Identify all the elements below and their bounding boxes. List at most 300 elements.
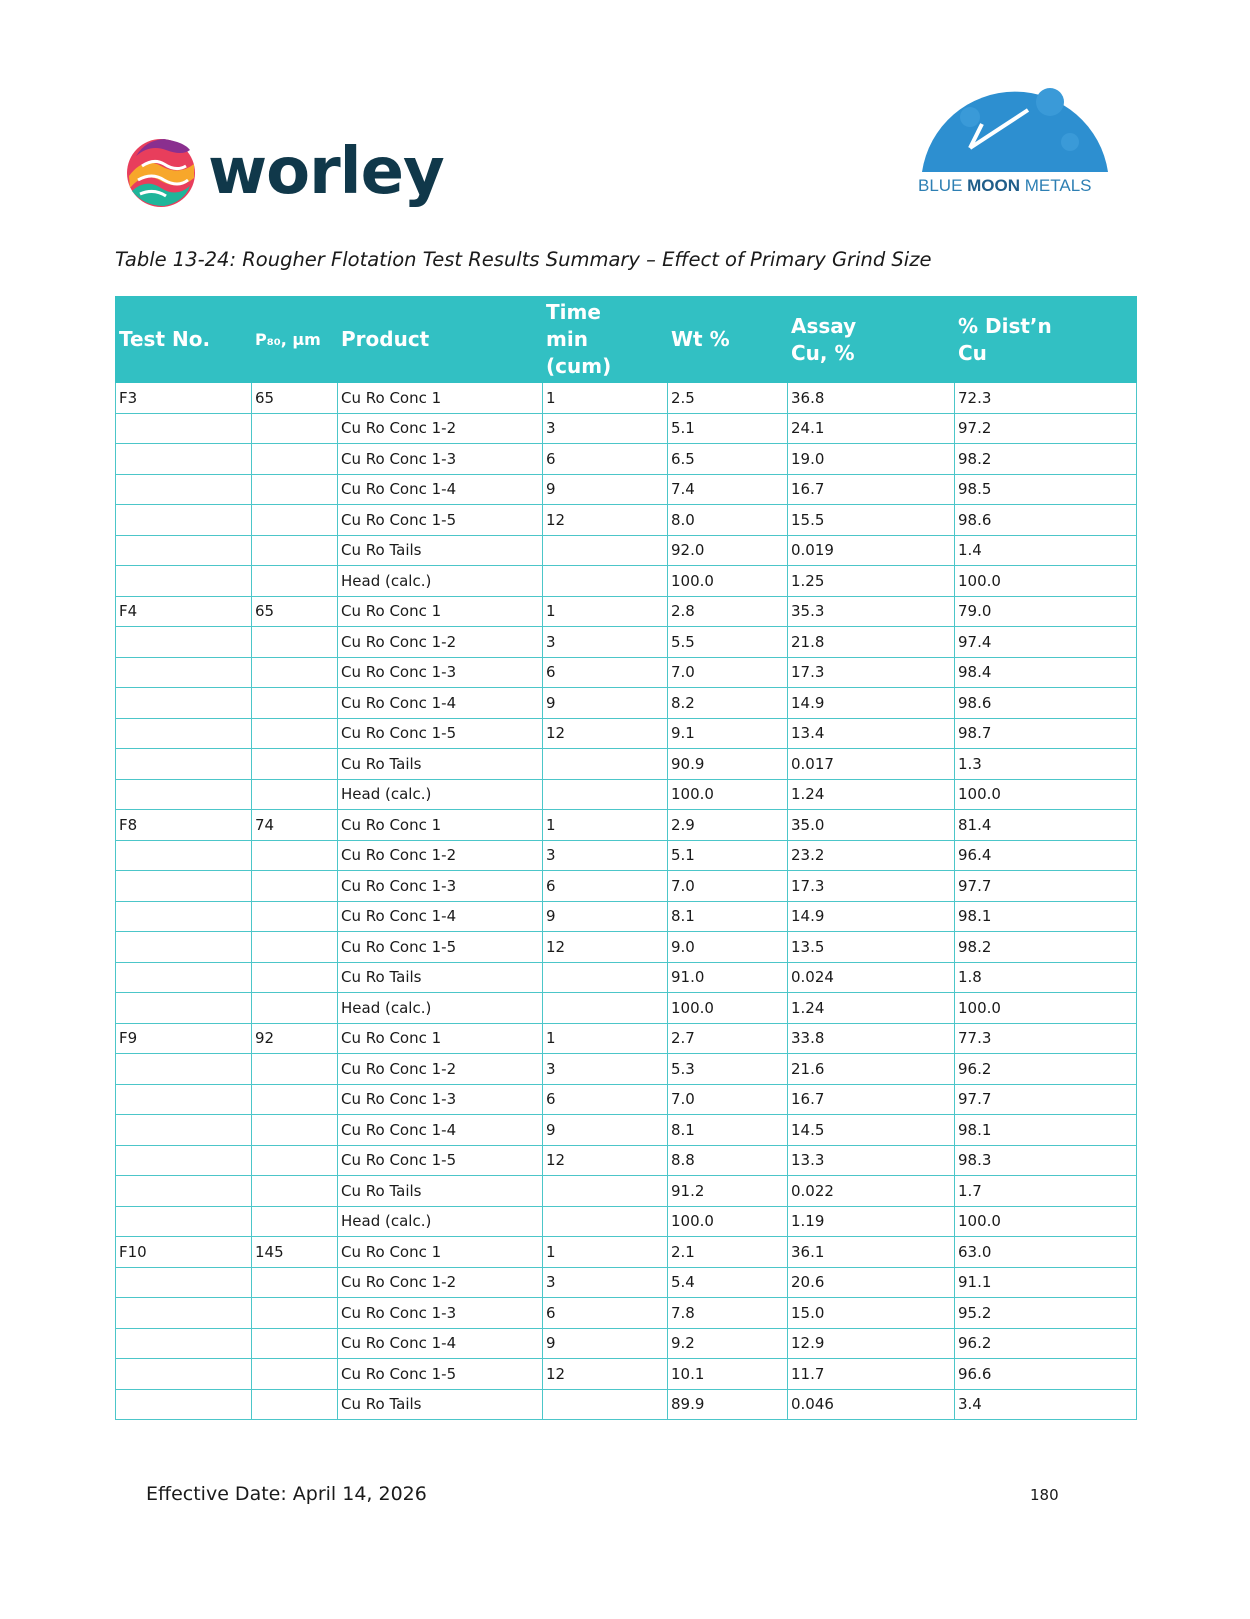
cell-wt: 91.2 (668, 1176, 788, 1207)
cell-dist-cu: 98.1 (955, 1115, 1137, 1146)
cell-product: Cu Ro Conc 1-4 (338, 688, 543, 719)
cell-product: Cu Ro Conc 1 (338, 1023, 543, 1054)
cell-test-no (116, 1084, 252, 1115)
table-row (116, 596, 1137, 627)
cell-wt: 5.1 (668, 413, 788, 444)
cell-wt: 9.1 (668, 718, 788, 749)
header-assay (788, 297, 955, 383)
cell-wt: 91.0 (668, 962, 788, 993)
table-row (116, 1237, 1137, 1268)
cell-product: Cu Ro Conc 1-5 (338, 1359, 543, 1390)
cell-dist-cu: 98.4 (955, 657, 1137, 688)
cell-time: 3 (543, 1267, 668, 1298)
cell-assay-cu: 36.8 (788, 383, 955, 414)
cell-p80 (252, 871, 338, 902)
table-row (116, 688, 1137, 719)
cell-p80 (252, 749, 338, 780)
cell-p80 (252, 1359, 338, 1390)
header-dist (955, 297, 1137, 383)
header-assay-line1: Assay (791, 313, 857, 338)
cell-assay-cu: 0.046 (788, 1389, 955, 1420)
table-row (116, 993, 1137, 1024)
cell-time (543, 993, 668, 1024)
table-row (116, 840, 1137, 871)
worley-logo (124, 132, 444, 218)
table-row (116, 810, 1137, 841)
cell-p80 (252, 1328, 338, 1359)
cell-dist-cu: 91.1 (955, 1267, 1137, 1298)
cell-assay-cu: 15.5 (788, 505, 955, 536)
cell-time: 6 (543, 1298, 668, 1329)
cell-wt: 2.8 (668, 596, 788, 627)
cell-p80 (252, 627, 338, 658)
cell-assay-cu: 33.8 (788, 1023, 955, 1054)
header-dist-line1: % Dist’n (958, 313, 1052, 338)
cell-test-no: F4 (116, 596, 252, 627)
cell-test-no (116, 505, 252, 536)
table-row (116, 749, 1137, 780)
cell-dist-cu: 98.7 (955, 718, 1137, 749)
cell-wt: 10.1 (668, 1359, 788, 1390)
cell-time: 1 (543, 810, 668, 841)
cell-test-no (116, 840, 252, 871)
cell-test-no (116, 718, 252, 749)
cell-wt: 6.5 (668, 444, 788, 475)
header-time-line2: min (546, 327, 588, 351)
cell-time (543, 535, 668, 566)
cell-wt: 89.9 (668, 1389, 788, 1420)
cell-assay-cu: 19.0 (788, 444, 955, 475)
cell-dist-cu: 100.0 (955, 1206, 1137, 1237)
cell-assay-cu: 16.7 (788, 474, 955, 505)
worley-wordmark: worley (208, 135, 444, 209)
cell-p80 (252, 535, 338, 566)
cell-wt: 2.7 (668, 1023, 788, 1054)
cell-wt: 8.0 (668, 505, 788, 536)
cell-test-no (116, 1328, 252, 1359)
cell-wt: 100.0 (668, 1206, 788, 1237)
cell-time: 1 (543, 1237, 668, 1268)
cell-assay-cu: 0.024 (788, 962, 955, 993)
table-row (116, 1145, 1137, 1176)
cell-product: Head (calc.) (338, 993, 543, 1024)
cell-time: 3 (543, 627, 668, 658)
cell-product: Cu Ro Conc 1-2 (338, 413, 543, 444)
cell-p80: 65 (252, 596, 338, 627)
cell-assay-cu: 0.019 (788, 535, 955, 566)
cell-time (543, 566, 668, 597)
cell-test-no (116, 413, 252, 444)
cell-wt: 2.1 (668, 1237, 788, 1268)
cell-dist-cu: 79.0 (955, 596, 1137, 627)
table-row (116, 627, 1137, 658)
table-row (116, 1267, 1137, 1298)
cell-product: Cu Ro Conc 1-5 (338, 1145, 543, 1176)
page-number: 180 (1030, 1486, 1059, 1504)
cell-p80: 145 (252, 1237, 338, 1268)
cell-wt: 7.0 (668, 657, 788, 688)
cell-dist-cu: 100.0 (955, 566, 1137, 597)
cell-assay-cu: 21.8 (788, 627, 955, 658)
cell-test-no (116, 444, 252, 475)
cell-test-no (116, 627, 252, 658)
table-row (116, 1206, 1137, 1237)
cell-test-no (116, 1206, 252, 1237)
cell-wt: 100.0 (668, 779, 788, 810)
table-row (116, 1359, 1137, 1390)
table-row (116, 444, 1137, 475)
cell-p80 (252, 993, 338, 1024)
cell-wt: 8.1 (668, 1115, 788, 1146)
cell-dist-cu: 3.4 (955, 1389, 1137, 1420)
cell-product: Cu Ro Conc 1 (338, 810, 543, 841)
header-dist-line2: Cu (958, 340, 987, 365)
cell-product: Cu Ro Conc 1 (338, 596, 543, 627)
cell-p80 (252, 1389, 338, 1420)
cell-assay-cu: 17.3 (788, 657, 955, 688)
cell-dist-cu: 98.1 (955, 901, 1137, 932)
cell-time (543, 749, 668, 780)
cell-test-no (116, 1176, 252, 1207)
cell-assay-cu: 36.1 (788, 1237, 955, 1268)
cell-assay-cu: 1.25 (788, 566, 955, 597)
cell-p80 (252, 1115, 338, 1146)
cell-product: Cu Ro Tails (338, 535, 543, 566)
cell-p80 (252, 505, 338, 536)
cell-test-no (116, 535, 252, 566)
cell-wt: 7.8 (668, 1298, 788, 1329)
header-product: Product (338, 297, 543, 383)
cell-time: 12 (543, 932, 668, 963)
cell-product: Cu Ro Conc 1-3 (338, 1298, 543, 1329)
cell-product: Cu Ro Tails (338, 749, 543, 780)
cell-time: 6 (543, 871, 668, 902)
cell-wt: 8.2 (668, 688, 788, 719)
table-row (116, 1115, 1137, 1146)
cell-assay-cu: 11.7 (788, 1359, 955, 1390)
cell-dist-cu: 1.3 (955, 749, 1137, 780)
cell-dist-cu: 72.3 (955, 383, 1137, 414)
cell-time: 1 (543, 1023, 668, 1054)
blue-moon-metals-wordmark (918, 176, 1092, 196)
cell-time: 3 (543, 1054, 668, 1085)
cell-product: Head (calc.) (338, 779, 543, 810)
cell-wt: 5.1 (668, 840, 788, 871)
cell-p80 (252, 413, 338, 444)
cell-dist-cu: 77.3 (955, 1023, 1137, 1054)
results-table (115, 296, 1137, 1420)
cell-dist-cu: 63.0 (955, 1237, 1137, 1268)
cell-time: 12 (543, 1359, 668, 1390)
cell-test-no (116, 474, 252, 505)
cell-p80 (252, 688, 338, 719)
cell-assay-cu: 21.6 (788, 1054, 955, 1085)
cell-dist-cu: 97.2 (955, 413, 1137, 444)
cell-wt: 5.3 (668, 1054, 788, 1085)
table-row (116, 779, 1137, 810)
cell-time (543, 1206, 668, 1237)
cell-time: 3 (543, 840, 668, 871)
cell-dist-cu: 1.4 (955, 535, 1137, 566)
table-row (116, 718, 1137, 749)
cell-dist-cu: 81.4 (955, 810, 1137, 841)
cell-wt: 5.5 (668, 627, 788, 658)
cell-time: 9 (543, 1328, 668, 1359)
header-time-line1: Time (546, 300, 601, 324)
cell-assay-cu: 1.19 (788, 1206, 955, 1237)
header-wt: Wt % (668, 297, 788, 383)
cell-dist-cu: 97.4 (955, 627, 1137, 658)
cell-assay-cu: 17.3 (788, 871, 955, 902)
cell-p80 (252, 1267, 338, 1298)
header-test-no: Test No. (116, 297, 252, 383)
cell-p80 (252, 1084, 338, 1115)
cell-p80 (252, 1206, 338, 1237)
cell-time: 12 (543, 1145, 668, 1176)
cell-test-no (116, 1298, 252, 1329)
cell-p80 (252, 444, 338, 475)
cell-p80: 65 (252, 383, 338, 414)
cell-p80 (252, 1054, 338, 1085)
cell-wt: 100.0 (668, 566, 788, 597)
cell-p80 (252, 901, 338, 932)
cell-assay-cu: 20.6 (788, 1267, 955, 1298)
table-body (116, 383, 1137, 1420)
worley-swirl-icon (124, 136, 198, 210)
table-row (116, 474, 1137, 505)
cell-test-no (116, 1115, 252, 1146)
cell-product: Cu Ro Conc 1-5 (338, 505, 543, 536)
cell-time: 1 (543, 596, 668, 627)
cell-test-no (116, 1359, 252, 1390)
cell-wt: 8.1 (668, 901, 788, 932)
blue-moon-metals-logo (910, 72, 1120, 212)
cell-dist-cu: 98.2 (955, 932, 1137, 963)
cell-test-no (116, 901, 252, 932)
table-row (116, 505, 1137, 536)
table-row (116, 871, 1137, 902)
cell-dist-cu: 97.7 (955, 1084, 1137, 1115)
table-row (116, 1389, 1137, 1420)
cell-wt: 9.2 (668, 1328, 788, 1359)
cell-test-no (116, 1054, 252, 1085)
table-row (116, 1054, 1137, 1085)
cell-p80 (252, 657, 338, 688)
cell-product: Cu Ro Tails (338, 1389, 543, 1420)
cell-time: 12 (543, 505, 668, 536)
cell-wt: 8.8 (668, 1145, 788, 1176)
table-row (116, 932, 1137, 963)
cell-dist-cu: 97.7 (955, 871, 1137, 902)
cell-dist-cu: 98.2 (955, 444, 1137, 475)
cell-test-no (116, 779, 252, 810)
cell-wt: 90.9 (668, 749, 788, 780)
cell-test-no (116, 962, 252, 993)
cell-product: Cu Ro Conc 1-2 (338, 840, 543, 871)
header-assay-line2: Cu, % (791, 340, 855, 365)
cell-product: Cu Ro Conc 1-3 (338, 444, 543, 475)
table-row (116, 1084, 1137, 1115)
cell-assay-cu: 14.5 (788, 1115, 955, 1146)
cell-p80 (252, 932, 338, 963)
effective-date: Effective Date: April 14, 2026 (146, 1483, 427, 1505)
cell-assay-cu: 16.7 (788, 1084, 955, 1115)
cell-product: Head (calc.) (338, 566, 543, 597)
cell-p80 (252, 840, 338, 871)
cell-assay-cu: 13.4 (788, 718, 955, 749)
cell-time: 9 (543, 688, 668, 719)
cell-product: Cu Ro Conc 1-2 (338, 1267, 543, 1298)
cell-test-no: F3 (116, 383, 252, 414)
cell-product: Cu Ro Conc 1-3 (338, 871, 543, 902)
header-time-line3: (cum) (546, 354, 612, 378)
moon-icon (910, 72, 1120, 182)
cell-assay-cu: 24.1 (788, 413, 955, 444)
table-header-row (116, 297, 1137, 383)
cell-wt: 7.0 (668, 871, 788, 902)
cell-test-no: F9 (116, 1023, 252, 1054)
table-row (116, 566, 1137, 597)
cell-test-no (116, 657, 252, 688)
cell-test-no (116, 688, 252, 719)
cell-time: 9 (543, 1115, 668, 1146)
cell-p80 (252, 718, 338, 749)
table-row (116, 657, 1137, 688)
cell-test-no: F10 (116, 1237, 252, 1268)
table-row (116, 1023, 1137, 1054)
cell-product: Cu Ro Tails (338, 962, 543, 993)
cell-assay-cu: 14.9 (788, 688, 955, 719)
table-row (116, 1328, 1137, 1359)
cell-assay-cu: 35.3 (788, 596, 955, 627)
cell-p80 (252, 1145, 338, 1176)
cell-time: 1 (543, 383, 668, 414)
cell-time (543, 1389, 668, 1420)
cell-time: 12 (543, 718, 668, 749)
cell-assay-cu: 12.9 (788, 1328, 955, 1359)
header-p80: P₈₀, µm (252, 297, 338, 383)
cell-wt: 5.4 (668, 1267, 788, 1298)
cell-time (543, 779, 668, 810)
cell-test-no (116, 932, 252, 963)
table-row (116, 413, 1137, 444)
table-row (116, 901, 1137, 932)
table-row (116, 1298, 1137, 1329)
cell-p80 (252, 566, 338, 597)
header-time (543, 297, 668, 383)
cell-dist-cu: 100.0 (955, 779, 1137, 810)
cell-assay-cu: 0.022 (788, 1176, 955, 1207)
cell-test-no (116, 1267, 252, 1298)
cell-product: Cu Ro Conc 1-2 (338, 1054, 543, 1085)
cell-product: Cu Ro Conc 1 (338, 383, 543, 414)
cell-product: Cu Ro Conc 1-4 (338, 474, 543, 505)
cell-dist-cu: 98.6 (955, 688, 1137, 719)
cell-product: Head (calc.) (338, 1206, 543, 1237)
cell-dist-cu: 1.7 (955, 1176, 1137, 1207)
cell-test-no (116, 1145, 252, 1176)
bm-text-blue: BLUE (918, 176, 968, 195)
cell-p80 (252, 474, 338, 505)
cell-test-no: F8 (116, 810, 252, 841)
cell-product: Cu Ro Conc 1-3 (338, 657, 543, 688)
cell-p80 (252, 779, 338, 810)
cell-p80 (252, 962, 338, 993)
cell-time (543, 1176, 668, 1207)
cell-wt: 7.0 (668, 1084, 788, 1115)
cell-assay-cu: 23.2 (788, 840, 955, 871)
cell-wt: 2.9 (668, 810, 788, 841)
cell-assay-cu: 14.9 (788, 901, 955, 932)
cell-dist-cu: 96.6 (955, 1359, 1137, 1390)
cell-wt: 7.4 (668, 474, 788, 505)
cell-product: Cu Ro Conc 1-4 (338, 901, 543, 932)
cell-dist-cu: 100.0 (955, 993, 1137, 1024)
cell-test-no (116, 993, 252, 1024)
cell-time (543, 962, 668, 993)
cell-assay-cu: 13.3 (788, 1145, 955, 1176)
cell-assay-cu: 35.0 (788, 810, 955, 841)
cell-product: Cu Ro Tails (338, 1176, 543, 1207)
cell-test-no (116, 566, 252, 597)
table-row (116, 383, 1137, 414)
cell-dist-cu: 98.3 (955, 1145, 1137, 1176)
cell-assay-cu: 1.24 (788, 993, 955, 1024)
cell-dist-cu: 96.2 (955, 1328, 1137, 1359)
cell-dist-cu: 96.2 (955, 1054, 1137, 1085)
cell-dist-cu: 1.8 (955, 962, 1137, 993)
cell-product: Cu Ro Conc 1 (338, 1237, 543, 1268)
cell-dist-cu: 96.4 (955, 840, 1137, 871)
cell-time: 9 (543, 901, 668, 932)
cell-p80 (252, 1176, 338, 1207)
cell-product: Cu Ro Conc 1-5 (338, 718, 543, 749)
table-row (116, 962, 1137, 993)
cell-p80: 74 (252, 810, 338, 841)
cell-product: Cu Ro Conc 1-2 (338, 627, 543, 658)
cell-dist-cu: 95.2 (955, 1298, 1137, 1329)
cell-product: Cu Ro Conc 1-5 (338, 932, 543, 963)
cell-time: 6 (543, 1084, 668, 1115)
cell-dist-cu: 98.6 (955, 505, 1137, 536)
cell-product: Cu Ro Conc 1-4 (338, 1115, 543, 1146)
cell-wt: 92.0 (668, 535, 788, 566)
cell-assay-cu: 1.24 (788, 779, 955, 810)
bm-text-moon: MOON (967, 176, 1021, 195)
cell-test-no (116, 871, 252, 902)
bm-text-metals: METALS (1020, 176, 1092, 195)
cell-time: 6 (543, 444, 668, 475)
cell-product: Cu Ro Conc 1-3 (338, 1084, 543, 1115)
table-row (116, 535, 1137, 566)
cell-assay-cu: 15.0 (788, 1298, 955, 1329)
cell-assay-cu: 13.5 (788, 932, 955, 963)
cell-p80 (252, 1298, 338, 1329)
cell-wt: 2.5 (668, 383, 788, 414)
cell-product: Cu Ro Conc 1-4 (338, 1328, 543, 1359)
table-row (116, 1176, 1137, 1207)
cell-time: 3 (543, 413, 668, 444)
cell-wt: 100.0 (668, 993, 788, 1024)
cell-wt: 9.0 (668, 932, 788, 963)
cell-time: 9 (543, 474, 668, 505)
cell-test-no (116, 749, 252, 780)
cell-time: 6 (543, 657, 668, 688)
cell-p80: 92 (252, 1023, 338, 1054)
table-caption: Table 13-24: Rougher Flotation Test Results Summary – Effect of Primary Grind Size (115, 248, 932, 271)
cell-test-no (116, 1389, 252, 1420)
cell-dist-cu: 98.5 (955, 474, 1137, 505)
